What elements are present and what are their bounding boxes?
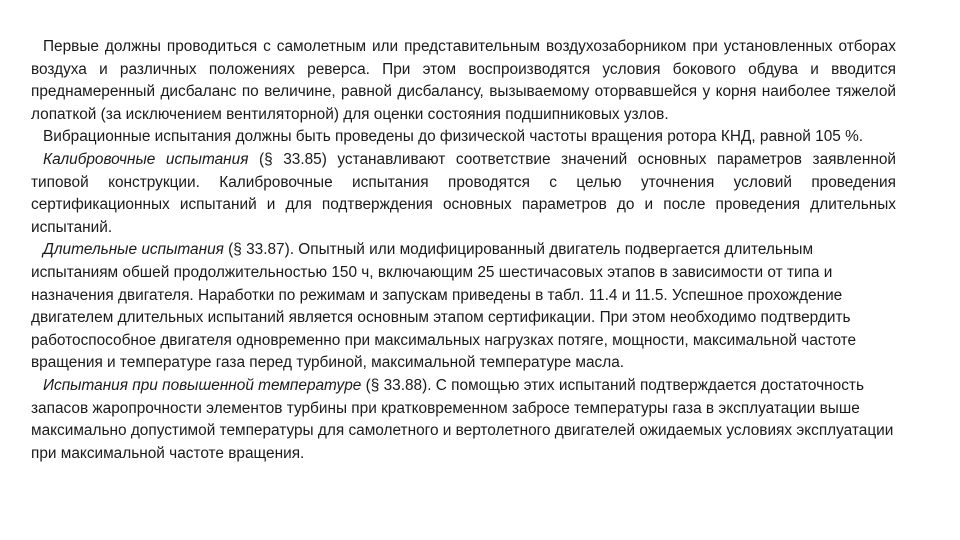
paragraph-text: (§ 33.87). Опытный или модифицированный двигатель подвергается длительным испытаниям обшей продолжительностью 150 ч, включающим 25 шестичасовых этапов в зависимости от типа и назначения двигателя. Наработки по режимам и запускам приведены в табл. 11.4 и 11.5. Успешное прохождение двигателем длительных испытаний является основным этапом сертификации. При этом необходимо подтвердить работоспособное двигателя одновременно при максимальных нагрузках потяге, мощности, максимальной частоте вращения и температуре газа перед турбиной, максимальной температуре масла.	[31, 241, 857, 372]
paragraph-vibration-tests	[31, 126, 896, 149]
paragraph-endurance-tests	[31, 239, 896, 375]
paragraph-term: Калибровочные испытания	[43, 150, 249, 168]
paragraph-air-intake-tests	[31, 36, 896, 126]
paragraph-calibration-tests	[31, 149, 896, 239]
paragraph-term: Длительные испытания	[43, 241, 224, 259]
paragraph-high-temperature-tests	[31, 375, 896, 465]
body-text	[31, 36, 896, 465]
paragraph-text: Первые должны проводиться с самолетным или представительным воздухозаборником при установленных отборах воздуха и различных положениях реверса. При этом воспроизводятся условия бокового обдува и вводится преднамеренный дисбаланс по величине, равной дисбалансу, вызываемому оторвавшейся у корня наиболее тяжелой лопаткой (за исключением вентиляторной) для оценки состояния подшипниковых узлов.	[31, 38, 896, 123]
paragraph-term: Испытания при повышенной температуре	[43, 376, 362, 394]
paragraph-text: Вибрационные испытания должны быть проведены до физической частоты вращения ротора КНД, равной 105 %.	[43, 128, 864, 146]
paragraph-text: (§ 33.88). С помощью этих испытаний подтверждается достаточность запасов жаропрочности элементов турбины при кратковременном забросе температуры газа в эксплуатации выше максимально допустимой температуры для самолетного и вертолетного двигателей ожидаемых условиях эксплуатации при максимальной частоте вращения.	[31, 376, 894, 462]
paragraph-text: (§ 33.85) устанавливают соответствие значений основных параметров заявленной типовой конструкции. Калибровочные испытания проводятся с целью уточнения условий проведения сертификационных испытаний и для подтверждения основных параметров до и после проведения длительных испытаний.	[31, 150, 897, 236]
